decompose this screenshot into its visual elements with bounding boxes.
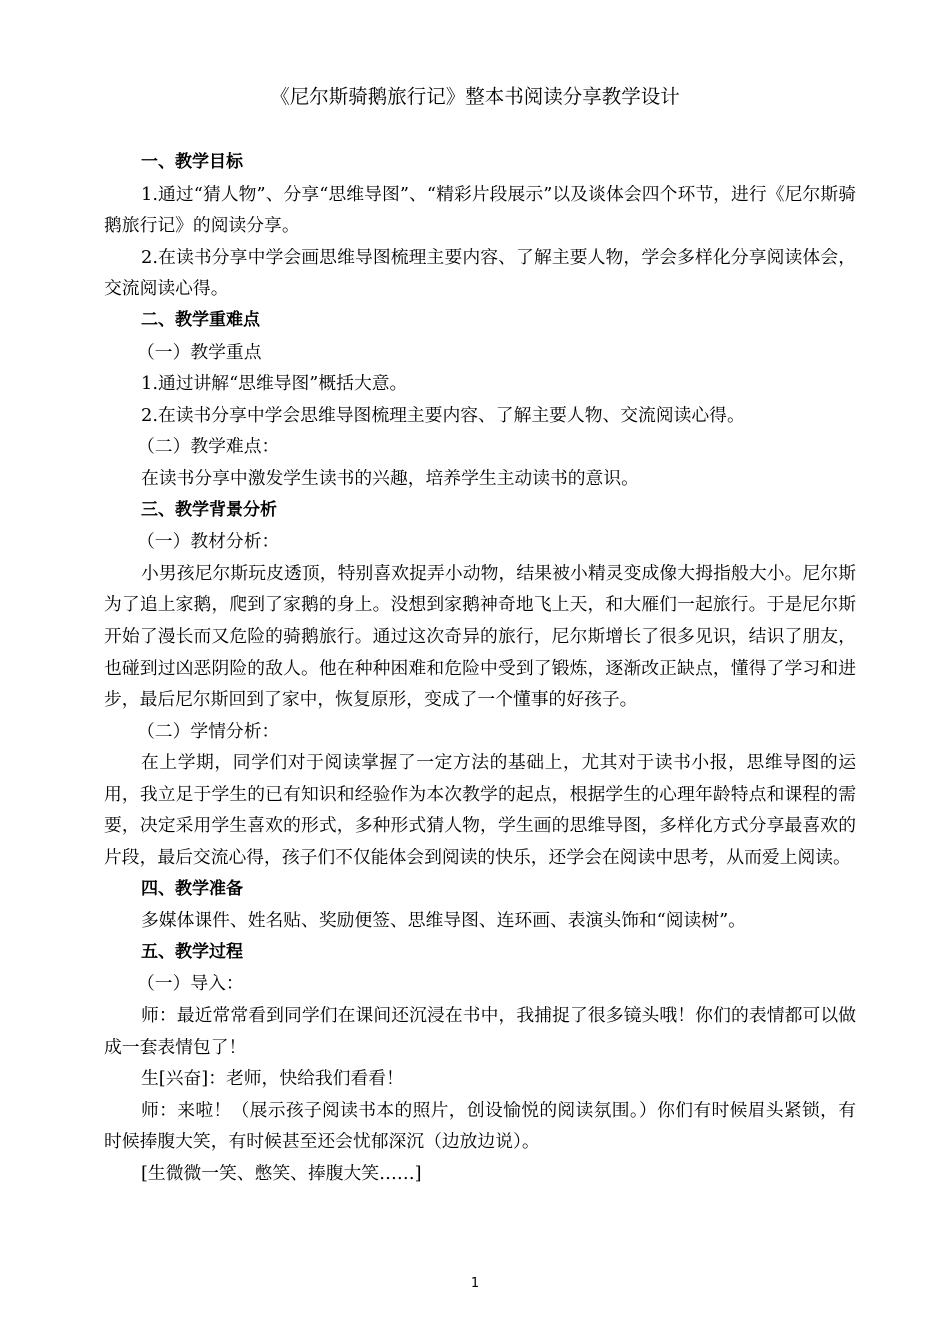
document-title: 《尼尔斯骑鹅旅行记》整本书阅读分享教学设计	[270, 85, 680, 108]
page-number: 1	[470, 1276, 480, 1291]
dialogue-teacher-1: 师：最近常常看到同学们在课间还沉浸在书中，我捕捉了很多镜头哦！你们的表情都可以做成一套表情包了！	[104, 1005, 856, 1058]
document-body	[104, 147, 856, 1190]
subheading-difficulty: （二）教学难点：	[137, 436, 280, 458]
student-analysis-paragraph: 在上学期，同学们对于阅读掌握了一定方法的基础上，尤其对于读书小报，思维导图的运用，我立足于学生的已有知识和经验作为本次教学的起点，根据学生的心理年龄特点和课程的需要，决定采用学生喜欢的形式，多种形式猜人物，学生画的思维导图，多样化方式分享最喜欢的片段，最后交流心得，孩子们不仅能体会到阅读的快乐，还学会在阅读中思考，从而爱上阅读。	[104, 752, 856, 869]
dialogue-student-reaction: [生微微一笑、憋笑、捧腹大笑……]	[141, 1163, 422, 1184]
preparation-paragraph: 多媒体课件、姓名贴、奖励便签、思维导图、连环画、表演头饰和“阅读树”。	[141, 910, 746, 932]
difficulty-paragraph: 在读书分享中激发学生读书的兴趣，培养学生主动读书的意识。	[141, 467, 639, 489]
goal-paragraph-2: 2.在读书分享中学会画思维导图梳理主要内容、了解主要人物，学会多样化分享阅读体会，交流阅读心得。	[104, 246, 856, 300]
goal-paragraph-1: 1.通过“猜人物”、分享“思维导图”、“精彩片段展示”以及谈体会四个环节，进行《尼尔斯骑鹅旅行记》的阅读分享。	[104, 183, 856, 237]
section-heading-process: 五、教学过程	[141, 941, 243, 962]
material-analysis-paragraph: 小男孩尼尔斯玩皮透顶，特别喜欢捉弄小动物，结果被小精灵变成像大拇指般大小。尼尔斯为了追上家鹅，爬到了家鹅的身上。没想到家鹅神奇地飞上天，和大雁们一起旅行。于是尼尔斯开始了漫长而又危险的骑鹅旅行。通过这次奇异的旅行，尼尔斯增长了很多见识，结识了朋友，也碰到过凶恶阴险的敌人。他在种种困难和危险中受到了锻炼，逐渐改正缺点，懂得了学习和进步，最后尼尔斯回到了家中，恢复原形，变成了一个懂事的好孩子。	[104, 562, 856, 711]
subheading-introduction: （一）导入：	[137, 973, 244, 995]
section-heading-background: 三、教学背景分析	[141, 499, 277, 520]
dialogue-teacher-2: 师：来啦！（展示孩子阅读书本的照片，创设愉悦的阅读氛围。）你们有时候眉头紧锁，有时候捧腹大笑，有时候甚至还会忧郁深沉（边放边说）。	[104, 1099, 856, 1153]
subheading-student-analysis: （二）学情分析：	[137, 720, 280, 742]
section-heading-preparation: 四、教学准备	[141, 878, 243, 899]
subheading-material-analysis: （一）教材分析：	[137, 531, 280, 553]
key-focus-item-1: 1.通过讲解“思维导图”概括大意。	[141, 373, 408, 395]
dialogue-student-1: 生[兴奋]：老师，快给我们看看！	[141, 1068, 404, 1090]
key-focus-item-2: 2.在读书分享中学会思维导图梳理主要内容、了解主要人物、交流阅读心得。	[141, 404, 745, 426]
section-heading-teaching-goals: 一、教学目标	[141, 152, 243, 172]
subheading-key-focus: （一）教学重点	[137, 341, 262, 363]
section-heading-key-points: 二、教学重难点	[141, 309, 260, 330]
